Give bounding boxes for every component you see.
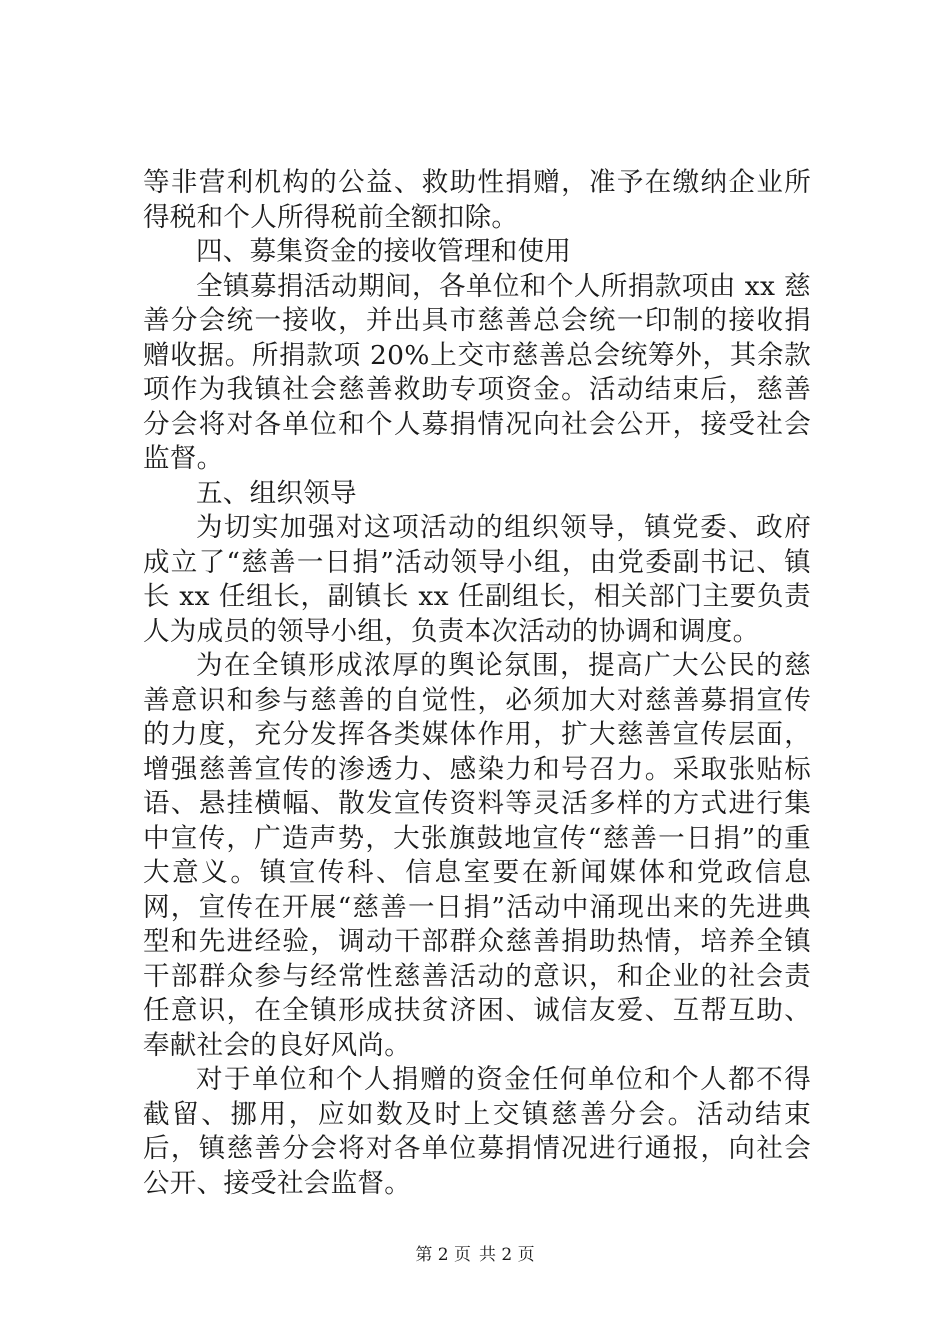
- paragraph-supervision: 对于单位和个人捐赠的资金任何单位和个人都不得截留、挪用，应如数及时上交镇慈善分会。活动结束后，镇慈善分会将对各单位募捐情况进行通报，向社会公开、接受社会监督。: [143, 1064, 811, 1199]
- page-footer: [0, 1244, 950, 1266]
- paragraph-continuation: 等非营利机构的公益、救助性捐赠，准予在缴纳企业所得税和个人所得税前全额扣除。: [143, 167, 811, 233]
- page-number: 第 2 页: [415, 1245, 471, 1265]
- section-heading-4: 四、募集资金的接收管理和使用: [196, 236, 572, 267]
- section-heading-5: 五、组织领导: [196, 477, 357, 509]
- document-body: [143, 166, 811, 1201]
- paragraph-publicity: 为在全镇形成浓厚的舆论氛围，提高广大公民的慈善意识和参与慈善的自觉性，必须加大对慈善募捐宣传的力度，充分发挥各类媒体作用，扩大慈善宣传层面，增强慈善宣传的渗透力、感染力和号召力。采取张贴标语、悬挂横幅、散发宣传资料等灵活多样的方式进行集中宣传，广造声势，大张旗鼓地宣传“慈善一日捐”的重大意义。镇宣传科、信息室要在新闻媒体和党政信息网，宣传在开展“慈善一日捐”活动中涌现出来的先进典型和先进经验，调动干部群众慈善捐助热情，培养全镇干部群众参与经常性慈善活动的意识，和企业的社会责任意识，在全镇形成扶贫济困、诚信友爱、互帮互助、奉献社会的良好风尚。: [143, 650, 811, 1061]
- paragraph-fund-management: 全镇募捐活动期间，各单位和个人所捐款项由 xx 慈善分会统一接收，并出具市慈善总会统一印制的接收捐赠收据。所捐款项 20%上交市慈善总会统筹外，其余款项作为我镇社会慈善救助专项资金。活动结束后，慈善分会将对各单位和个人募捐情况向社会公开，接受社会监督。: [143, 270, 811, 474]
- paragraph-leadership: 为切实加强对这项活动的组织领导，镇党委、政府成立了“慈善一日捐”活动领导小组，由党委副书记、镇长 xx 任组长，副镇长 xx 任副组长，相关部门主要负责人为成员的领导小组，负责本次活动的协调和调度。: [143, 512, 811, 647]
- page-total: 共 2 页: [479, 1245, 535, 1265]
